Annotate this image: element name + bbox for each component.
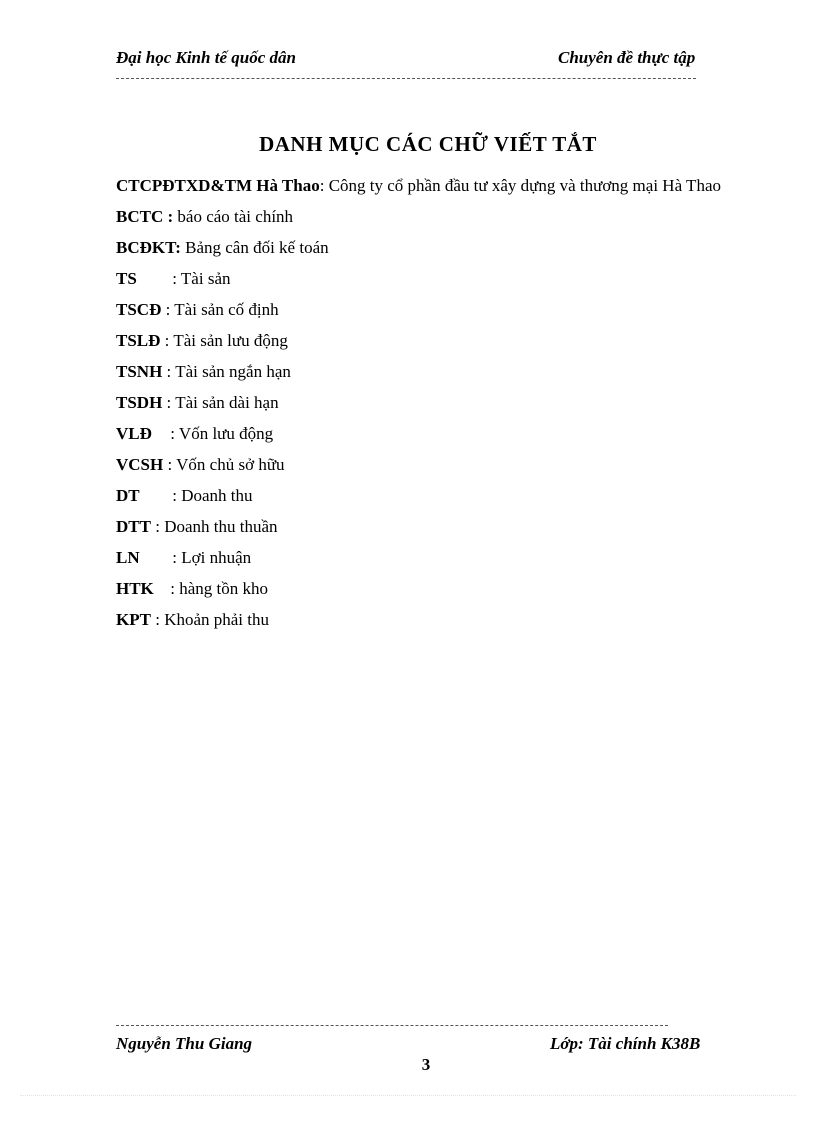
abbreviation-definition: Tài sản lưu động xyxy=(173,331,288,350)
abbreviation-definition: Công ty cổ phần đầu tư xây dựng và thương mại Hà Thao xyxy=(328,176,721,195)
abbreviation-entry xyxy=(116,480,746,511)
abbreviation-term: BCTC : xyxy=(116,207,174,226)
abbreviation-definition: Vốn chủ sở hữu xyxy=(176,455,285,474)
abbreviation-separator: : xyxy=(163,455,177,474)
footer-author: Nguyễn Thu Giang xyxy=(116,1034,253,1053)
abbreviation-entry xyxy=(116,294,746,325)
abbreviation-term: BCĐKT: xyxy=(116,238,181,257)
abbreviation-entry xyxy=(116,201,746,232)
abbreviation-entry xyxy=(116,449,746,480)
header-university: Đại học Kinh tế quốc dân xyxy=(116,48,296,67)
header-divider xyxy=(116,78,696,79)
abbreviation-definition: Tài sản dài hạn xyxy=(175,393,279,412)
abbreviation-definition: báo cáo tài chính xyxy=(177,207,294,226)
footer-divider xyxy=(116,1025,668,1026)
abbreviation-separator: : xyxy=(168,486,182,505)
abbreviation-separator: : xyxy=(161,300,175,319)
abbreviation-separator: : xyxy=(150,610,165,629)
abbreviation-entry xyxy=(116,418,746,449)
abbreviation-term: TSCĐ xyxy=(116,300,162,319)
abbreviation-term: VCSH xyxy=(116,455,164,474)
abbreviation-term: DT xyxy=(116,486,140,505)
abbreviation-definition: Tài sản xyxy=(180,269,231,288)
abbreviation-definition: Vốn lưu động xyxy=(178,424,274,443)
abbreviation-separator: : xyxy=(166,579,180,598)
abbreviation-separator: : xyxy=(168,548,182,567)
abbreviation-definition: hàng tồn kho xyxy=(179,579,269,598)
abbreviation-term: CTCPĐTXD&TM Hà Thao xyxy=(116,176,320,195)
abbreviation-entry xyxy=(116,542,746,573)
abbreviation-separator: : xyxy=(166,424,179,443)
abbreviation-term: HTK xyxy=(116,579,154,598)
abbreviation-list xyxy=(116,170,746,635)
abbreviation-term: TSDH xyxy=(116,393,163,412)
abbreviation-entry xyxy=(116,573,746,604)
abbreviation-entry xyxy=(116,232,746,263)
abbreviation-term: DTT xyxy=(116,517,151,536)
abbreviation-entry xyxy=(116,604,746,635)
page-bottom-border xyxy=(20,1095,796,1096)
abbreviation-definition: Bảng cân đối kế toán xyxy=(185,238,329,257)
abbreviation-separator: : xyxy=(168,269,181,288)
abbreviation-definition: Tài sản cố định xyxy=(174,300,279,319)
footer-class: Lớp: Tài chính K38B xyxy=(550,1034,701,1053)
abbreviation-entry xyxy=(116,387,746,418)
abbreviation-definition: Khoản phải thu xyxy=(164,610,270,629)
abbreviation-entry xyxy=(116,325,746,356)
abbreviation-definition: Doanh thu xyxy=(181,486,253,505)
page-title: DANH MỤC CÁC CHỮ VIẾT TẮT xyxy=(259,132,597,156)
abbreviation-term: TS xyxy=(116,269,137,288)
abbreviation-separator: : xyxy=(319,176,329,195)
abbreviation-term: TSNH xyxy=(116,362,163,381)
abbreviation-separator: : xyxy=(162,362,176,381)
abbreviation-entry xyxy=(116,511,746,542)
header-report-type: Chuyên đề thực tập xyxy=(558,48,696,67)
abbreviation-term: LN xyxy=(116,548,140,567)
abbreviation-separator: : xyxy=(150,517,165,536)
abbreviation-separator: : xyxy=(160,331,174,350)
abbreviation-term: KPT xyxy=(116,610,151,629)
page-footer xyxy=(116,1034,716,1056)
page-header xyxy=(116,48,716,70)
abbreviation-definition: Lợi nhuận xyxy=(181,548,252,567)
abbreviation-entry xyxy=(116,263,746,294)
abbreviation-entry xyxy=(116,170,746,201)
abbreviation-definition: Tài sản ngắn hạn xyxy=(175,362,291,381)
abbreviation-entry xyxy=(116,356,746,387)
abbreviation-term: TSLĐ xyxy=(116,331,161,350)
abbreviation-definition: Doanh thu thuần xyxy=(164,517,278,536)
abbreviation-separator: : xyxy=(162,393,176,412)
page-number: 3 xyxy=(421,1055,431,1074)
abbreviation-term: VLĐ xyxy=(116,424,152,443)
